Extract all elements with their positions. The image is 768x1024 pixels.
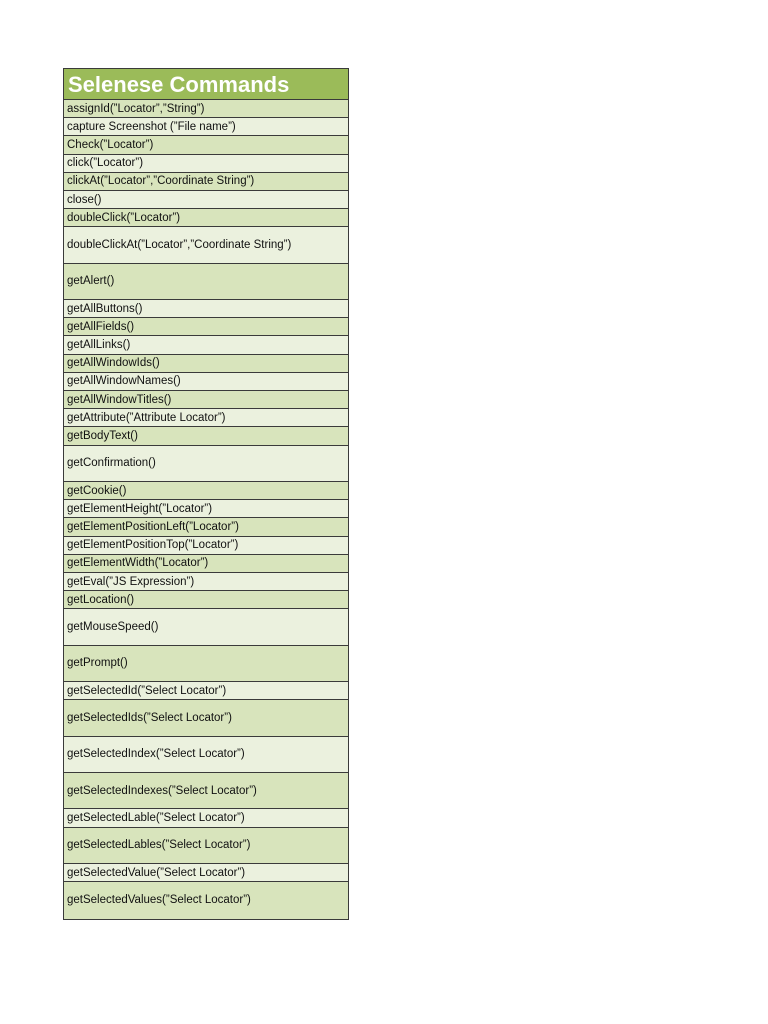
table-row: getAllWindowIds() — [64, 355, 348, 373]
table-row: doubleClick(”Locator”) — [64, 209, 348, 227]
table-row: getEval(”JS Expression”) — [64, 573, 348, 591]
table-row: getAllLinks() — [64, 336, 348, 354]
table-row: getSelectedIds(”Select Locator”) — [64, 700, 348, 736]
table-row: getCookie() — [64, 482, 348, 500]
table-row: getPrompt() — [64, 646, 348, 682]
table-row: getElementWidth(”Locator”) — [64, 555, 348, 573]
table-row: getSelectedIndexes(”Select Locator”) — [64, 773, 348, 809]
table-row: getSelectedId(”Select Locator”) — [64, 682, 348, 700]
table-row: assignId(”Locator”,”String”) — [64, 100, 348, 118]
table-row: getMouseSpeed() — [64, 609, 348, 645]
table-row: doubleClickAt(”Locator”,”Coordinate String”) — [64, 227, 348, 263]
table-row: getAllWindowNames() — [64, 373, 348, 391]
table-row: getAttribute(”Attribute Locator”) — [64, 409, 348, 427]
table-row: capture Screenshot (”File name”) — [64, 118, 348, 136]
table-row: Check(”Locator”) — [64, 136, 348, 154]
table-row: clickAt(”Locator”,”Coordinate String”) — [64, 173, 348, 191]
table-row: getSelectedValue(”Select Locator”) — [64, 864, 348, 882]
table-row: getAllFields() — [64, 318, 348, 336]
table-row: getAllWindowTitles() — [64, 391, 348, 409]
table-row: getElementPositionLeft(”Locator”) — [64, 518, 348, 536]
table-row: getSelectedLables(”Select Locator”) — [64, 828, 348, 864]
table-title: Selenese Commands — [64, 69, 348, 100]
table-row: getElementPositionTop(”Locator”) — [64, 537, 348, 555]
table-row: getSelectedIndex(”Select Locator”) — [64, 737, 348, 773]
table-row: getAllButtons() — [64, 300, 348, 318]
table-row: getBodyText() — [64, 427, 348, 445]
table-row: getLocation() — [64, 591, 348, 609]
table-row: getSelectedValues(”Select Locator”) — [64, 882, 348, 918]
table-row: getConfirmation() — [64, 446, 348, 482]
table-row: close() — [64, 191, 348, 209]
table-row: getSelectedLable(”Select Locator”) — [64, 809, 348, 827]
table-row: getAlert() — [64, 264, 348, 300]
selenese-commands-table — [63, 68, 349, 920]
table-row: getElementHeight(”Locator”) — [64, 500, 348, 518]
table-row: click(”Locator”) — [64, 155, 348, 173]
